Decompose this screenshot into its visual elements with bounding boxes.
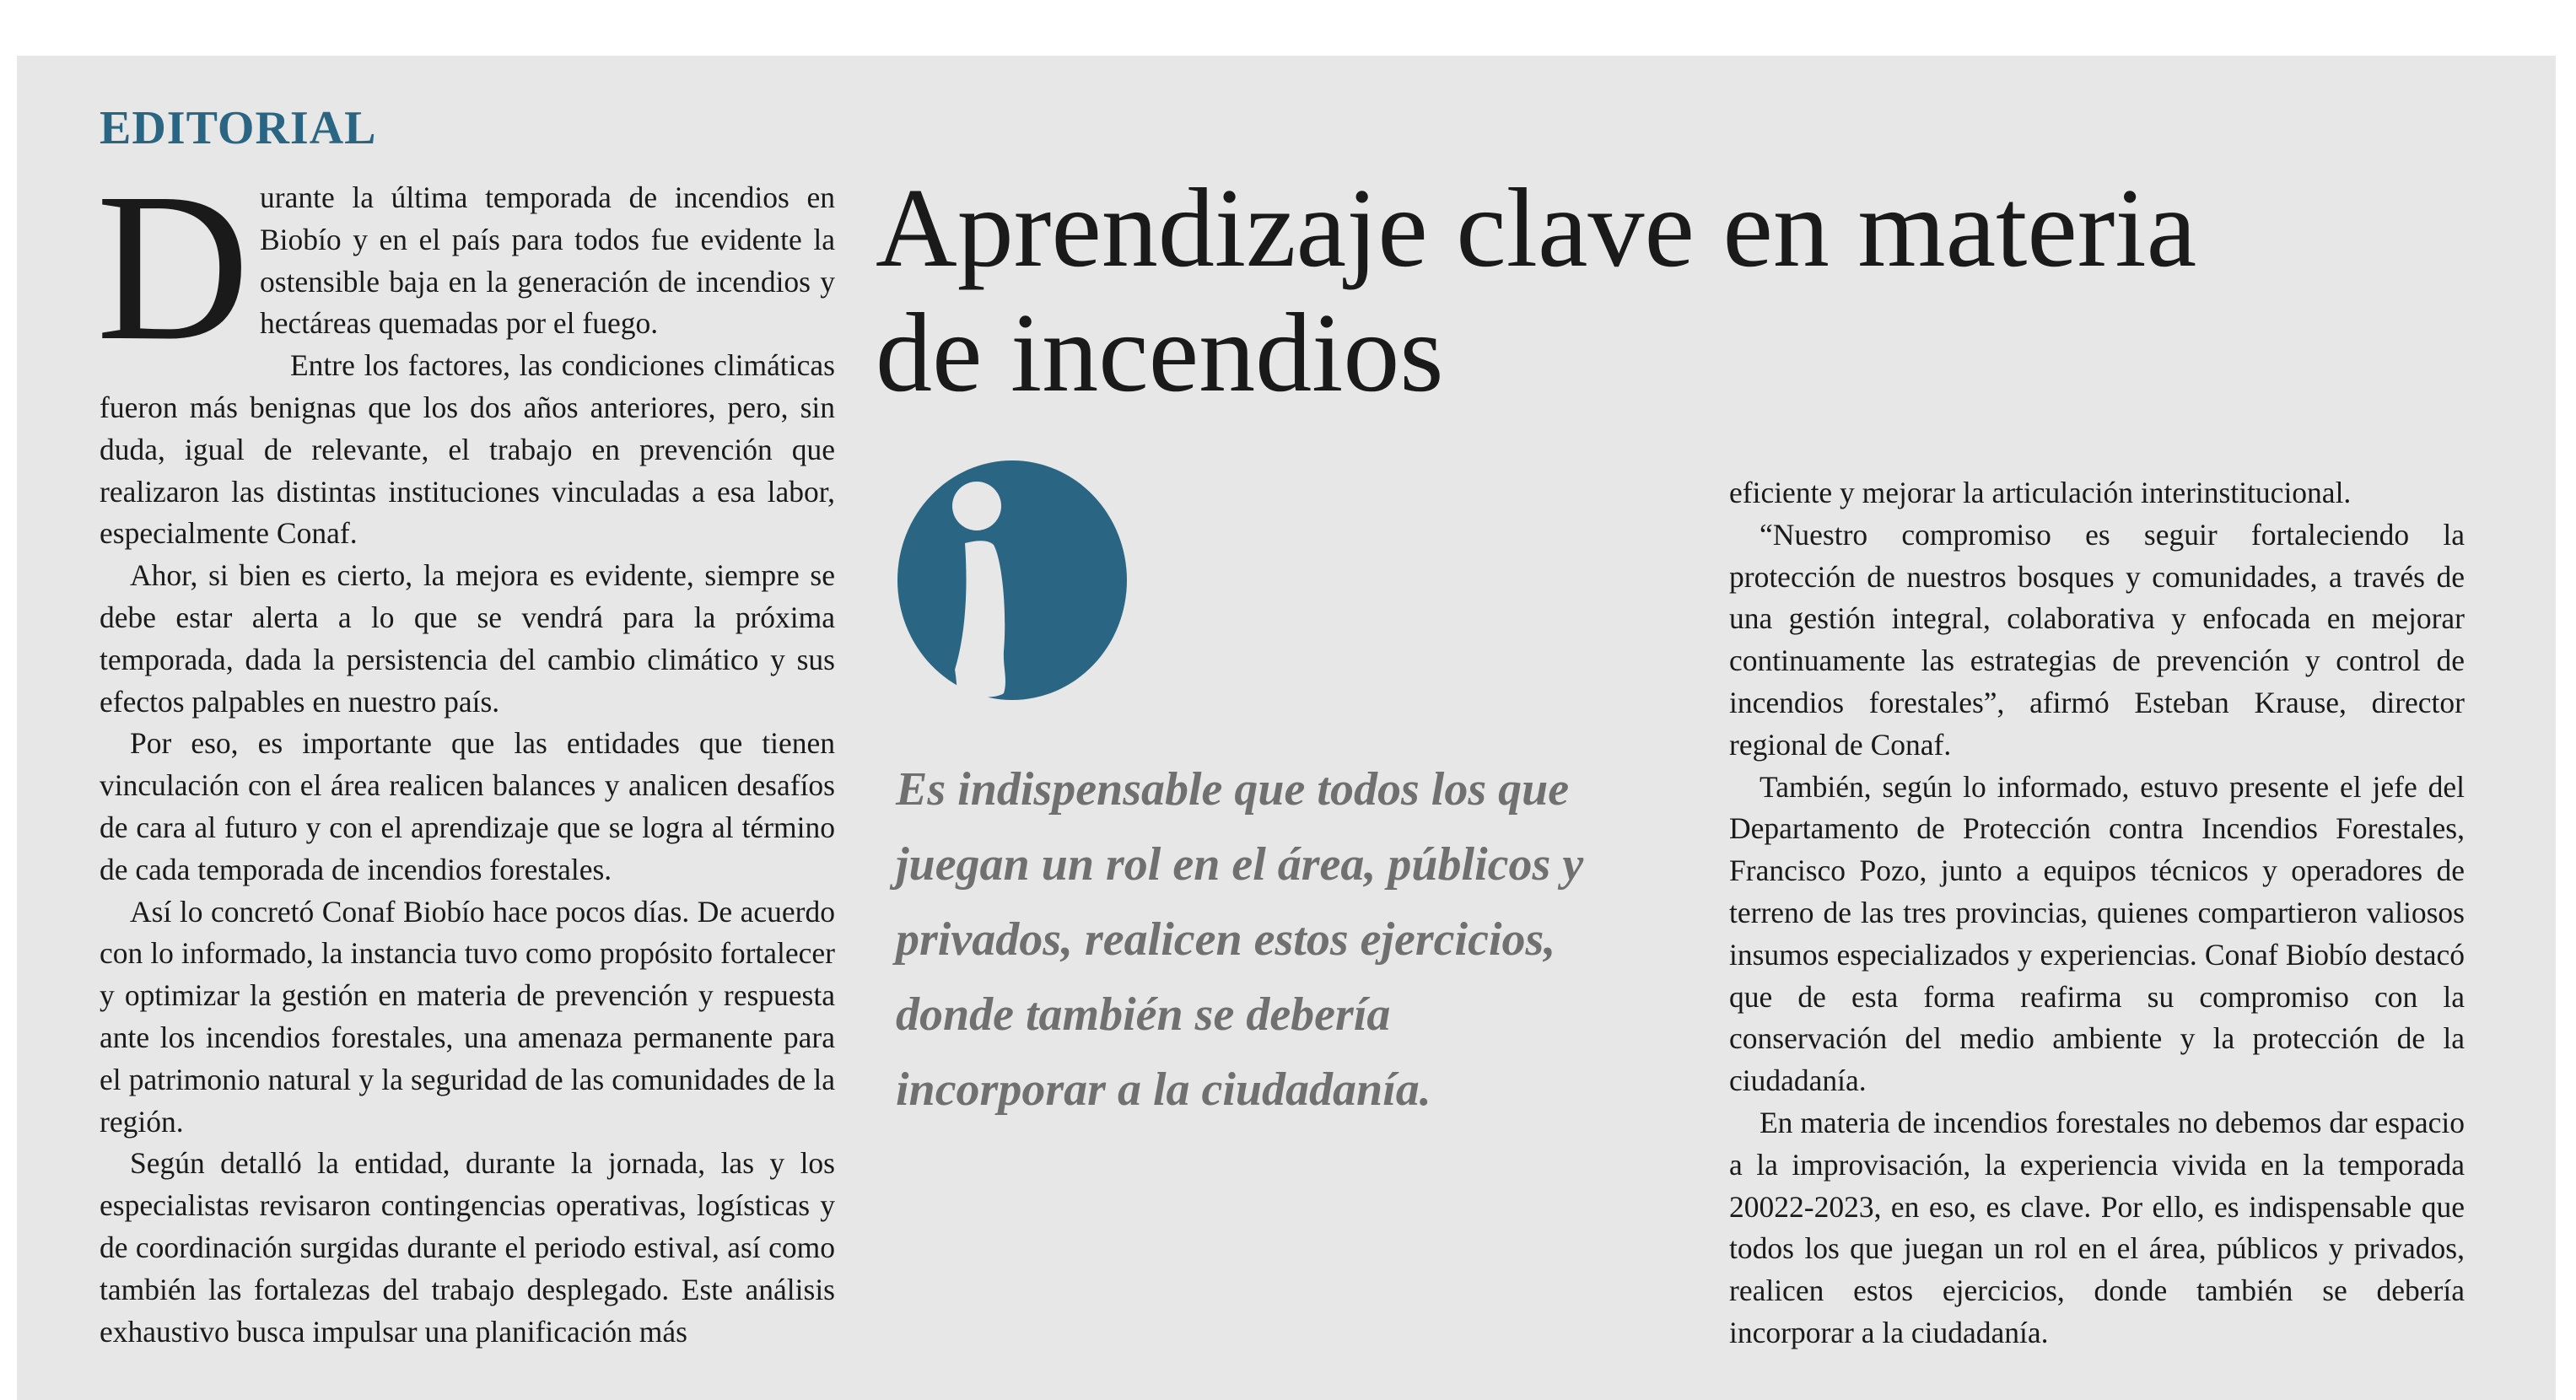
paragraph-2: Entre los factores, las condiciones climáticas fueron más benignas que los dos años anteriores, pero, sin duda, igual de relevante, el trabajo en prevención que realizaron las distintas instituciones vinculadas a esa labor, especialmente Conaf. [100, 348, 835, 551]
headline-line-1: Aprendizaje clave en materia [876, 165, 2197, 290]
headline [876, 165, 2478, 415]
pull-quote-line-5: incorporar a la ciudadanía. [896, 1063, 1431, 1116]
info-i-icon [896, 459, 1129, 703]
body-column-right [1729, 472, 2465, 1354]
pull-quote-line-2: juegan un rol en el área, públicos y [896, 838, 1584, 891]
paragraph-4: Por eso, es importante que las entidades que tienen vinculación con el área realicen balances y analicen desafíos de cara al futuro y con el aprendizaje que se logra al término de cada temporada de incendios forestales. [100, 726, 835, 886]
pull-quote [896, 752, 1655, 1128]
paragraph-1-text: urante la última temporada de incendios en Biobío y en el país para todos fue evidente la ostensible baja en la generación de incendios y hectáreas quemadas por el fuego. [260, 180, 835, 341]
pull-quote-line-1: Es indispensable que todos los que [896, 763, 1570, 816]
paragraph-5: Así lo concretó Conaf Biobío hace pocos días. De acuerdo con lo informado, la instancia tuvo como propósito fortalecer y optimizar la gestión en materia de prevención y respuesta ante los incendios forestales, una amenaza permanente para el patrimonio natural y la seguridad de las comunidades de la región. [100, 894, 835, 1139]
drop-cap: D [96, 148, 250, 385]
paragraph-9: También, según lo informado, estuvo presente el jefe del Departamento de Protección contra Incendios Forestales, Francisco Pozo, junto a equipos técnicos y operadores de terreno de las tres provincias, quienes compartieron valiosos insumos especializados y experiencias. Conaf Biobío destacó que de esta forma reafirma su compromiso con la conservación del medio ambiente y la protección de la ciudadanía. [1729, 769, 2465, 1098]
paragraph-3: Ahor, si bien es cierto, la mejora es evidente, siempre se debe estar alerta a lo que se vendrá para la próxima temporada, dada la persistencia del cambio climático y sus efectos palpables en nuestro país. [100, 558, 835, 719]
headline-line-2: de incendios [876, 290, 1444, 415]
pull-quote-line-3: privados, realicen estos ejercicios, [896, 913, 1556, 966]
paragraph-1 [96, 148, 835, 385]
paragraph-8: “Nuestro compromiso es seguir fortaleciendo la protección de nuestros bosques y comunidades, a través de una gestión integral, colaborativa y enfocada en mejorar continuamente las estrategias de prevención y control de incendios forestales”, afirmó Esteban Krause, director regional de Conaf. [1729, 517, 2465, 762]
pull-quote-line-4: donde también se debería [896, 988, 1391, 1041]
body-column-left [96, 148, 835, 1353]
paragraph-6: Según detalló la entidad, durante la jornada, las y los especialistas revisaron contingencias operativas, logísticas y de coordinación surgidas durante el periodo estival, así como también las fortalezas del trabajo desplegado. Este análisis exhaustivo busca impulsar una planificación más [100, 1146, 835, 1349]
paragraph-10: En materia de incendios forestales no debemos dar espacio a la improvisación, la experiencia vivida en la temporada 20022-2023, en eso, es clave. Por ello, es indispensable que todos los que juegan un rol en el área, públicos y privados, realicen estos ejercicios, donde también se debería incorporar a la ciudadanía. [1729, 1105, 2465, 1349]
paragraph-7-continued: eficiente y mejorar la articulación interinstitucional. [1729, 476, 2352, 509]
section-label: EDITORIAL [100, 102, 377, 154]
